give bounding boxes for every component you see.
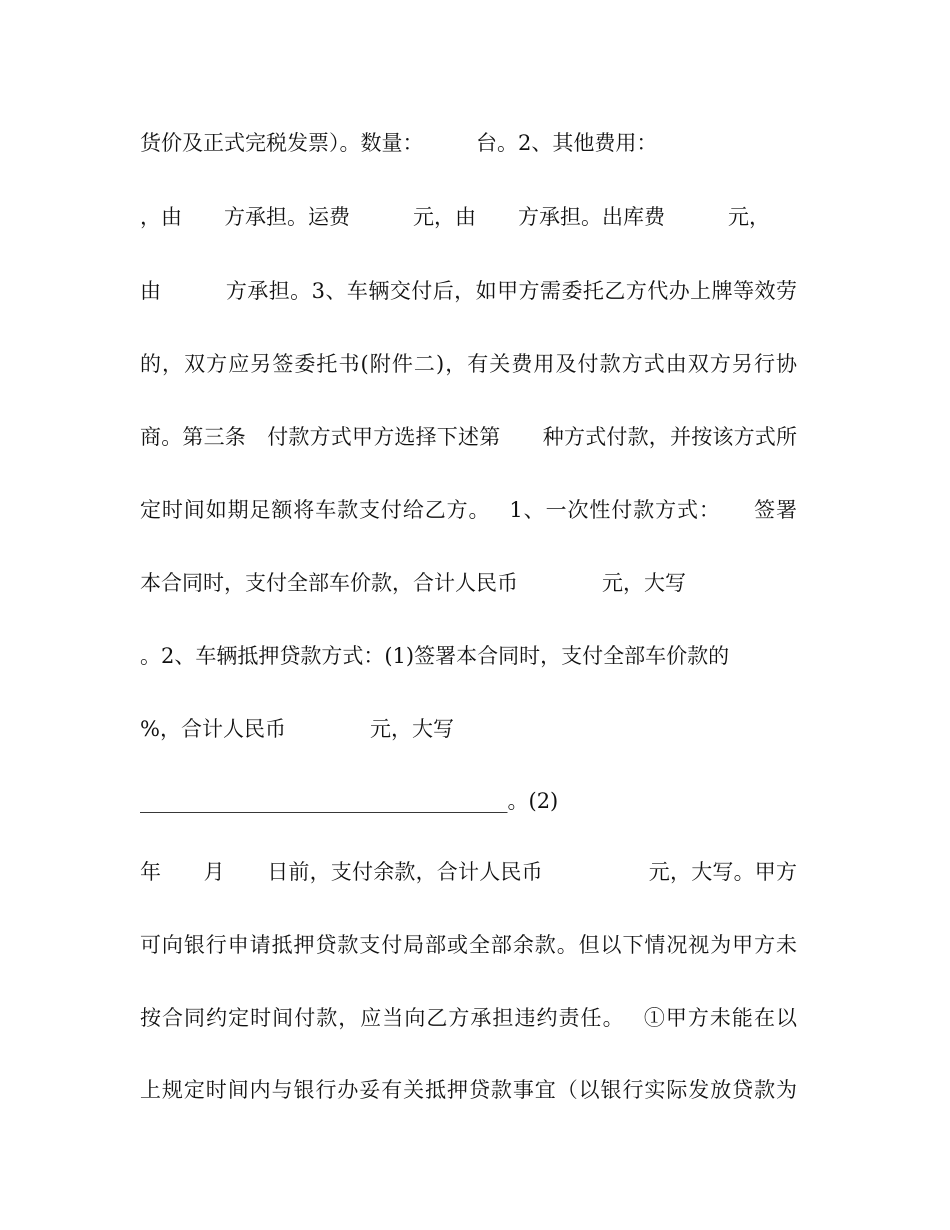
text-line: 本合同时，支付全部车价款，合计人民币 元，大写 [140, 571, 686, 595]
text-line: ___________________________________。(2) [140, 789, 559, 813]
text-line: 货价及正式完税发票）。数量： 台。2、其他费用： [140, 131, 658, 155]
text-line: ，由 方承担。运费 元，由 方承担。出库费 元， [140, 205, 770, 229]
text-line: 年 月 日前，支付余款，合计人民币 元，大写。甲方 [140, 860, 797, 884]
text-line: 。2、车辆抵押贷款方式：(1)签署本合同时，支付全部车价款的 [140, 644, 730, 668]
text-line: 可向银行申请抵押贷款支付局部或全部余款。但以下情况视为甲方未 [140, 933, 797, 957]
text-line: 由 方承担。3、车辆交付后，如甲方需委托乙方代办上牌等效劳 [140, 279, 797, 303]
text-line: 的，双方应另签委托书(附件二)，有关费用及付款方式由双方另行协 [140, 352, 797, 376]
text-line: 按合同约定时间付款，应当向乙方承担违约责任。 ①甲方未能在以 [140, 1006, 797, 1030]
text-line: 定时间如期足额将车款支付给乙方。 1、一次性付款方式： 签署 [140, 498, 797, 522]
text-line: 商。第三条 付款方式甲方选择下述第 种方式付款，并按该方式所 [140, 425, 797, 449]
text-line: 上规定时间内与银行办妥有关抵押贷款事宜（以银行实际发放贷款为 [140, 1078, 797, 1102]
text-line: %，合计人民币 元，大写 [140, 717, 454, 741]
